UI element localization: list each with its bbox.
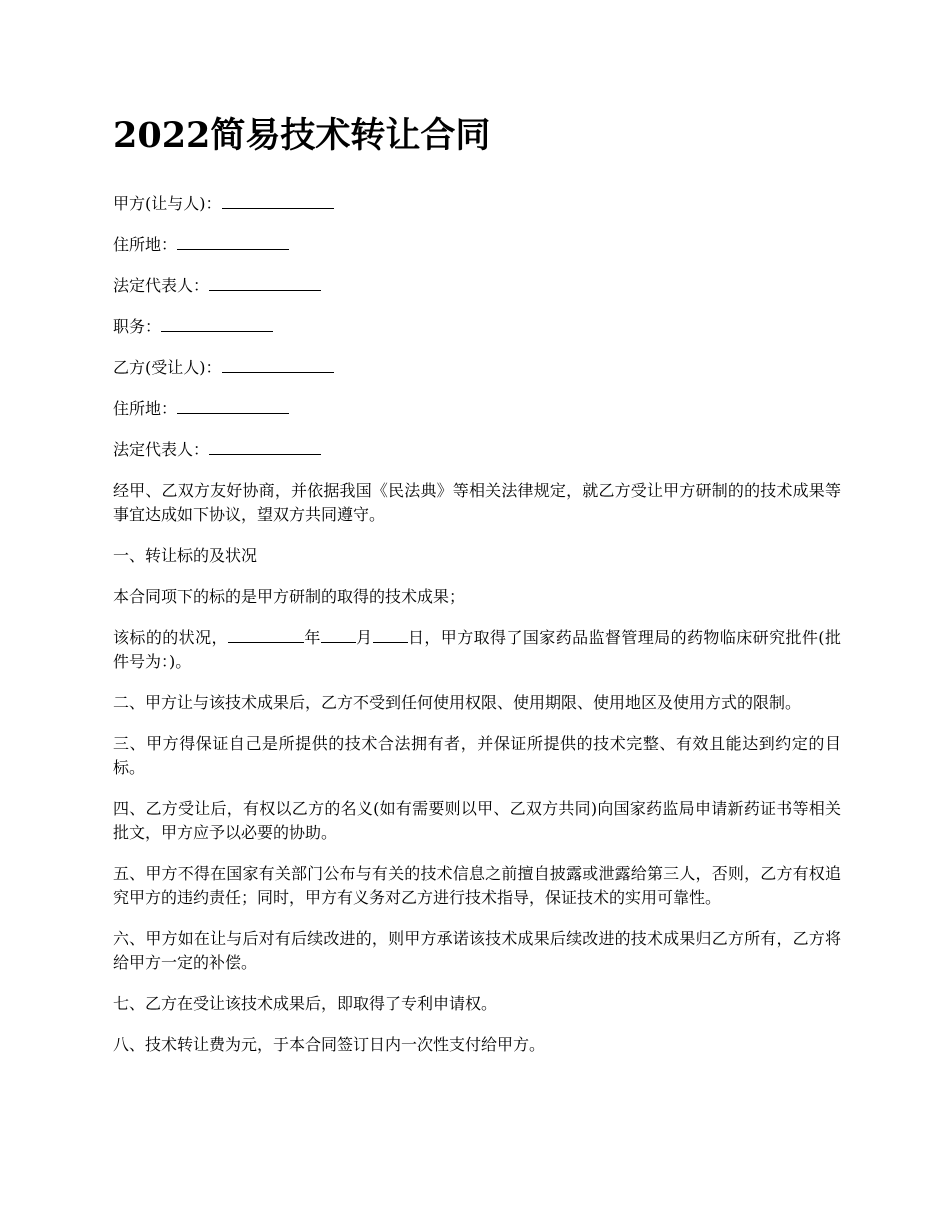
party-b-address-label: 住所地： [113,399,178,418]
clause-5: 五、甲方不得在国家有关部门公布与有关的技术信息之前擅自披露或泄露给第三人，否则，乙方有权追究甲方的违约责任；同时，甲方有义务对乙方进行技术指导，保证技术的实用可靠性。 [113,864,841,907]
section1-title: 一、转让标的及状况 [113,546,258,565]
party-a-address-blank [177,233,289,250]
month-label: 月 [355,628,373,647]
party-a-rep-label: 法定代表人： [113,276,210,295]
clause-2: 二、甲方让与该技术成果后，乙方不受到任何使用权限、使用期限、使用地区及使用方式的限制。 [113,693,802,712]
party-b-rep-blank [209,438,321,455]
clause-7: 七、乙方在受让该技术成果后，即取得了专利申请权。 [113,994,498,1013]
year-label: 年 [303,628,321,647]
section1-p2-prefix: 该标的的状况， [113,628,228,647]
intro-paragraph: 经甲、乙双方友好协商，并依据我国《民法典》等相关法律规定，就乙方受让甲方研制的的技术成果等事宜达成如下协议，望双方共同遵守。 [113,481,841,524]
party-a-position-line [113,315,841,339]
party-a-address-line [113,233,841,257]
party-a-line [113,192,841,216]
document-title: 2022简易技术转让合同 [113,115,491,156]
party-b-address-line [113,397,841,421]
party-a-blank [222,192,334,209]
section1-paragraph-1: 本合同项下的标的是甲方研制的取得的技术成果； [113,587,466,606]
party-b-line [113,356,841,380]
day-blank [373,626,408,643]
party-b-rep-line [113,438,841,462]
party-a-position-label: 职务： [113,317,162,336]
party-a-address-label: 住所地： [113,235,178,254]
party-b-label: 乙方(受让人)： [113,358,222,377]
year-blank [228,626,304,643]
party-a-position-blank [161,315,273,332]
party-a-rep-blank [209,274,321,291]
party-b-rep-label: 法定代表人： [113,440,210,459]
section1-p2-rest: 日，甲方取得了国家药品监督管理局的药物临床研究批件(批件号为：)。 [113,628,841,671]
party-b-address-blank [177,397,289,414]
party-a-rep-line [113,274,841,298]
clause-8: 八、技术转让费为元，于本合同签订日内一次性支付给甲方。 [113,1035,546,1054]
party-a-label: 甲方(让与人)： [113,194,222,213]
month-blank [321,626,356,643]
clause-6: 六、甲方如在让与后对有后续改进的，则甲方承诺该技术成果后续改进的技术成果归乙方所有，乙方将给甲方一定的补偿。 [113,929,841,972]
clause-4: 四、乙方受让后，有权以乙方的名义(如有需要则以甲、乙双方共同)向国家药监局申请新药证书等相关批文，甲方应予以必要的协助。 [113,799,841,842]
document-page [113,110,841,1074]
clause-3: 三、甲方得保证自己是所提供的技术合法拥有者，并保证所提供的技术完整、有效且能达到约定的目标。 [113,734,841,777]
section1-paragraph-2 [113,626,841,674]
party-b-blank [222,356,334,373]
